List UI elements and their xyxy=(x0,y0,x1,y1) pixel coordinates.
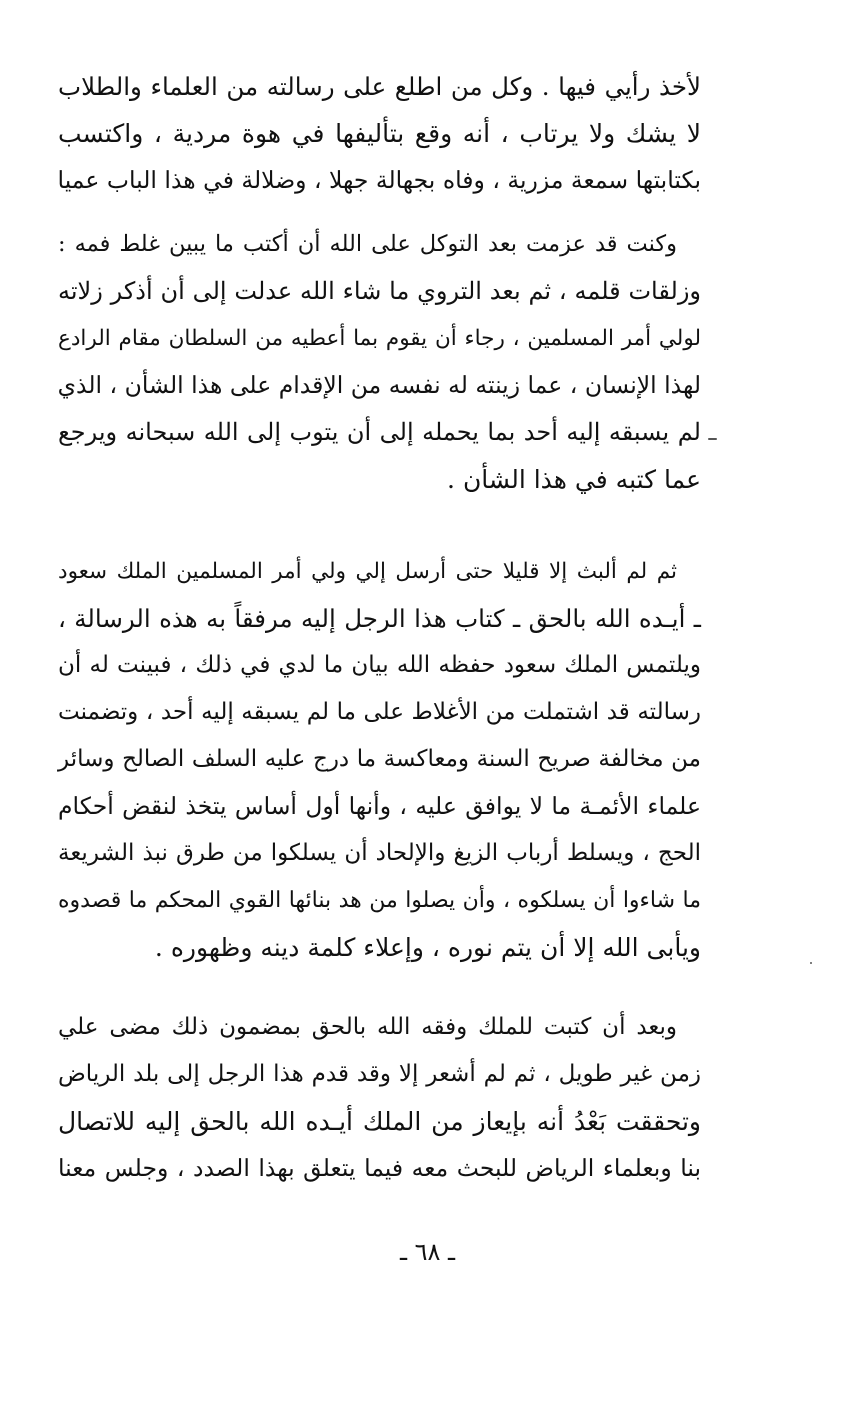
page-number: ـ ٦٨ ـ xyxy=(399,1238,456,1266)
text-line: بكتابتها سمعة مزرية ، وفاه بجهالة جهلا ، وضلالة في هذا الباب عميا xyxy=(57,166,701,194)
text-line: لولي أمر المسلمين ، رجاء أن يقوم بما أعطيه من السلطان مقام الرادع xyxy=(58,326,701,351)
paragraph-4 xyxy=(58,1004,701,1192)
text-line: لأخذ رأيي فيها . وكل من اطلع على رسالته من العلماء والطلاب xyxy=(58,72,701,101)
text-line: زمن غير طويل ، ثم لم أشعر إلا وقد قدم هذا الرجل إلى بلد الرياض xyxy=(58,1061,701,1087)
text-line: لهذا الإنسان ، عما زينته له نفسه من الإقدام على هذا الشأن ، الذي xyxy=(57,371,701,399)
text-line: علماء الأئمـة ما لا يوافق عليه ، وأنها أول أساس يتخذ لنقض أحكام xyxy=(58,792,701,820)
text-line: وتحققت بَعْدُ أنه بإيعاز من الملك أيـده الله بالحق إليه للاتصال xyxy=(58,1107,701,1136)
text-line: ويأبى الله إلا أن يتم نوره ، وإعلاء كلمة دينه وظهوره . xyxy=(154,933,701,962)
text-line: من مخالفة صريح السنة ومعاكسة ما درج عليه السلف الصالح وسائر xyxy=(58,746,701,772)
text-line: وكنت قد عزمت بعد التوكل على الله أن أكتب ما يبين غلط فمه : xyxy=(58,231,677,257)
text-line: وزلقات قلمه ، ثم بعد التروي ما شاء الله عدلت إلى أن أذكر زلاته xyxy=(58,277,701,305)
paragraph-1 xyxy=(58,63,701,204)
text-line: ـ أيـده الله بالحق ـ كتاب هذا الرجل إليه مرفقاً به هذه الرسالة ، xyxy=(58,604,701,633)
paragraph-2 xyxy=(58,221,701,503)
text-line: وبعد أن كتبت للملك وفقه الله بالحق بمضمون ذلك مضى علي xyxy=(58,1014,677,1040)
text-line: رسالته قد اشتملت من الأغلاط على ما لم يسبقه إليه أحد ، وتضمنت xyxy=(58,699,701,725)
paragraph-3 xyxy=(58,548,701,971)
text-line: ما شاءوا أن يسلكوه ، وأن يصلوا من هد بنائها القوي المحكم ما قصدوه xyxy=(58,888,701,913)
scan-speck xyxy=(810,962,812,964)
text-line: عما كتبه في هذا الشأن . xyxy=(447,465,701,494)
text-line: ثم لم ألبث إلا قليلا حتى أرسل إلي ولي أمر المسلمين الملك سعود xyxy=(58,559,677,584)
text-line: الحج ، ويسلط أرباب الزيغ والإلحاد أن يسلكوا من طرق نبذ الشريعة xyxy=(58,840,701,866)
text-line: بنا وبعلماء الرياض للبحث معه فيما يتعلق بهذا الصدد ، وجلس معنا xyxy=(58,1154,701,1182)
text-line: لا يشك ولا يرتاب ، أنه وقع بتأليفها في هوة مردية ، واكتسب xyxy=(58,119,701,148)
scan-speck xyxy=(708,438,717,440)
text-line: ويلتمس الملك سعود حفظه الله بيان ما لدي في ذلك ، فبينت له أن xyxy=(58,652,701,678)
text-line: لم يسبقه إليه أحد بما يحمله إلى أن يتوب إلى الله سبحانه ويرجع xyxy=(58,418,701,446)
